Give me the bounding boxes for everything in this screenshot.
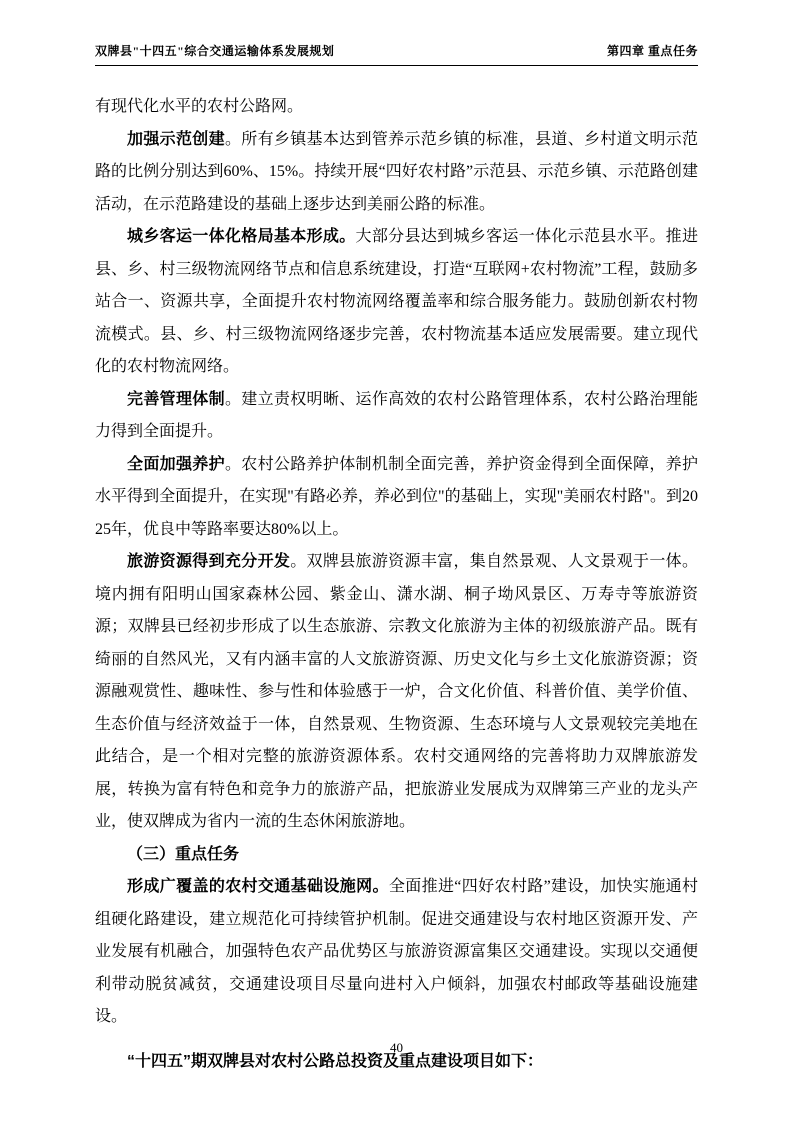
paragraph-body-text: 。双牌县旅游资源丰富，集自然景观、人文景观于一体。境内拥有阳明山国家森林公园、紫金山、潇水湖、桐子坳风景区、万寿寺等旅游资源；双牌县已经初步形成了以生态旅游、宗教文化旅游为主体的初级旅游产品。既有绮丽的自然风光，又有内涵丰富的人文旅游资源、历史文化与乡土文化旅游资源；资源融观赏性、趣味性、参与性和体验感于一炉，合文化价值、科普价值、美学价值、生态价值与经济效益于一体，自然景观、生物资源、生态环境与人文景观较完美地在此结合，是一个相对完整的旅游资源体系。农村交通网络的完善将助力双牌旅游发展，转换为富有特色和竞争力的旅游产品，把旅游业发展成为双牌第三产业的龙头产业，使双牌成为省内一流的生态休闲旅游地。	[95, 553, 698, 830]
page-number: 40	[390, 1040, 403, 1055]
paragraph-lead-text: 加强示范创建	[127, 130, 225, 148]
paragraph-urban-rural-transit	[95, 221, 698, 384]
paragraph-management-system	[95, 384, 698, 449]
paragraph-continuation	[95, 91, 698, 124]
heading-key-tasks	[95, 839, 698, 872]
paragraph-body-text: 全面推进“四好农村路”建设，加快实施通村组硬化路建设，建立规范化可持续管护机制。促进交通建设与农村地区资源开发、产业发展有机融合，加强特色农产品优势区与旅游资源富集区交通建设。实现以交通便利带动脱贫减贫，交通建设项目尽量向进村入户倾斜，加强农村邮政等基础设施建设。	[95, 878, 698, 1025]
document-body	[95, 66, 698, 1078]
page-header	[95, 42, 698, 66]
paragraph-tourism-resources	[95, 546, 698, 839]
paragraph-body-text: 。所有乡镇基本达到管养示范乡镇的标准，县道、乡村道文明示范路的比例分别达到60%、15%。持续开展“四好农村路”示范县、示范乡镇、示范路创建活动，在示范路建设的基础上逐步达到美丽公路的标准。	[95, 130, 698, 213]
paragraph-body-text: 。农村公路养护体制机制全面完善，养护资金得到全面保障，养护水平得到全面提升，在实现"有路必养，养必到位"的基础上，实现"美丽农村路"。到2025年，优良中等路率要达80%以上。	[95, 455, 698, 538]
page-footer	[0, 1040, 793, 1056]
header-document-title: 双牌县"十四五"综合交通运输体系发展规划	[95, 44, 335, 58]
paragraph-lead-text: “十四五”期双牌县对农村公路总投资及重点建设项目如下：	[127, 1052, 544, 1070]
paragraph-infrastructure-network	[95, 871, 698, 1034]
header-chapter-title: 第四章 重点任务	[606, 44, 698, 58]
paragraph-demonstration-creation	[95, 124, 698, 222]
paragraph-lead-text: 全面加强养护	[127, 455, 225, 473]
paragraph-lead-text: 旅游资源得到充分开发	[127, 553, 291, 570]
paragraph-lead-text: 完善管理体制	[127, 390, 225, 408]
paragraph-body-text: 有现代化水平的农村公路网。	[95, 98, 304, 115]
paragraph-lead-text: 形成广覆盖的农村交通基础设施网。	[127, 878, 389, 895]
paragraph-body-text: 。建立责权明晰、运作高效的农村公路管理体系，农村公路治理能力得到全面提升。	[95, 390, 698, 440]
paragraph-lead-text: 城乡客运一体化格局基本形成。	[127, 228, 356, 245]
paragraph-maintenance	[95, 449, 698, 547]
paragraph-body-text: 大部分县达到城乡客运一体化示范县水平。推进县、乡、村三级物流网络节点和信息系统建设，打造“互联网+农村物流”工程，鼓励多站合一、资源共享，全面提升农村物流网络覆盖率和综合服务能力。鼓励创新农村物流模式。县、乡、村三级物流网络逐步完善，农村物流基本适应发展需要。建立现代化的农村物流网络。	[95, 228, 698, 375]
paragraph-lead-text: （三）重点任务	[127, 845, 240, 863]
